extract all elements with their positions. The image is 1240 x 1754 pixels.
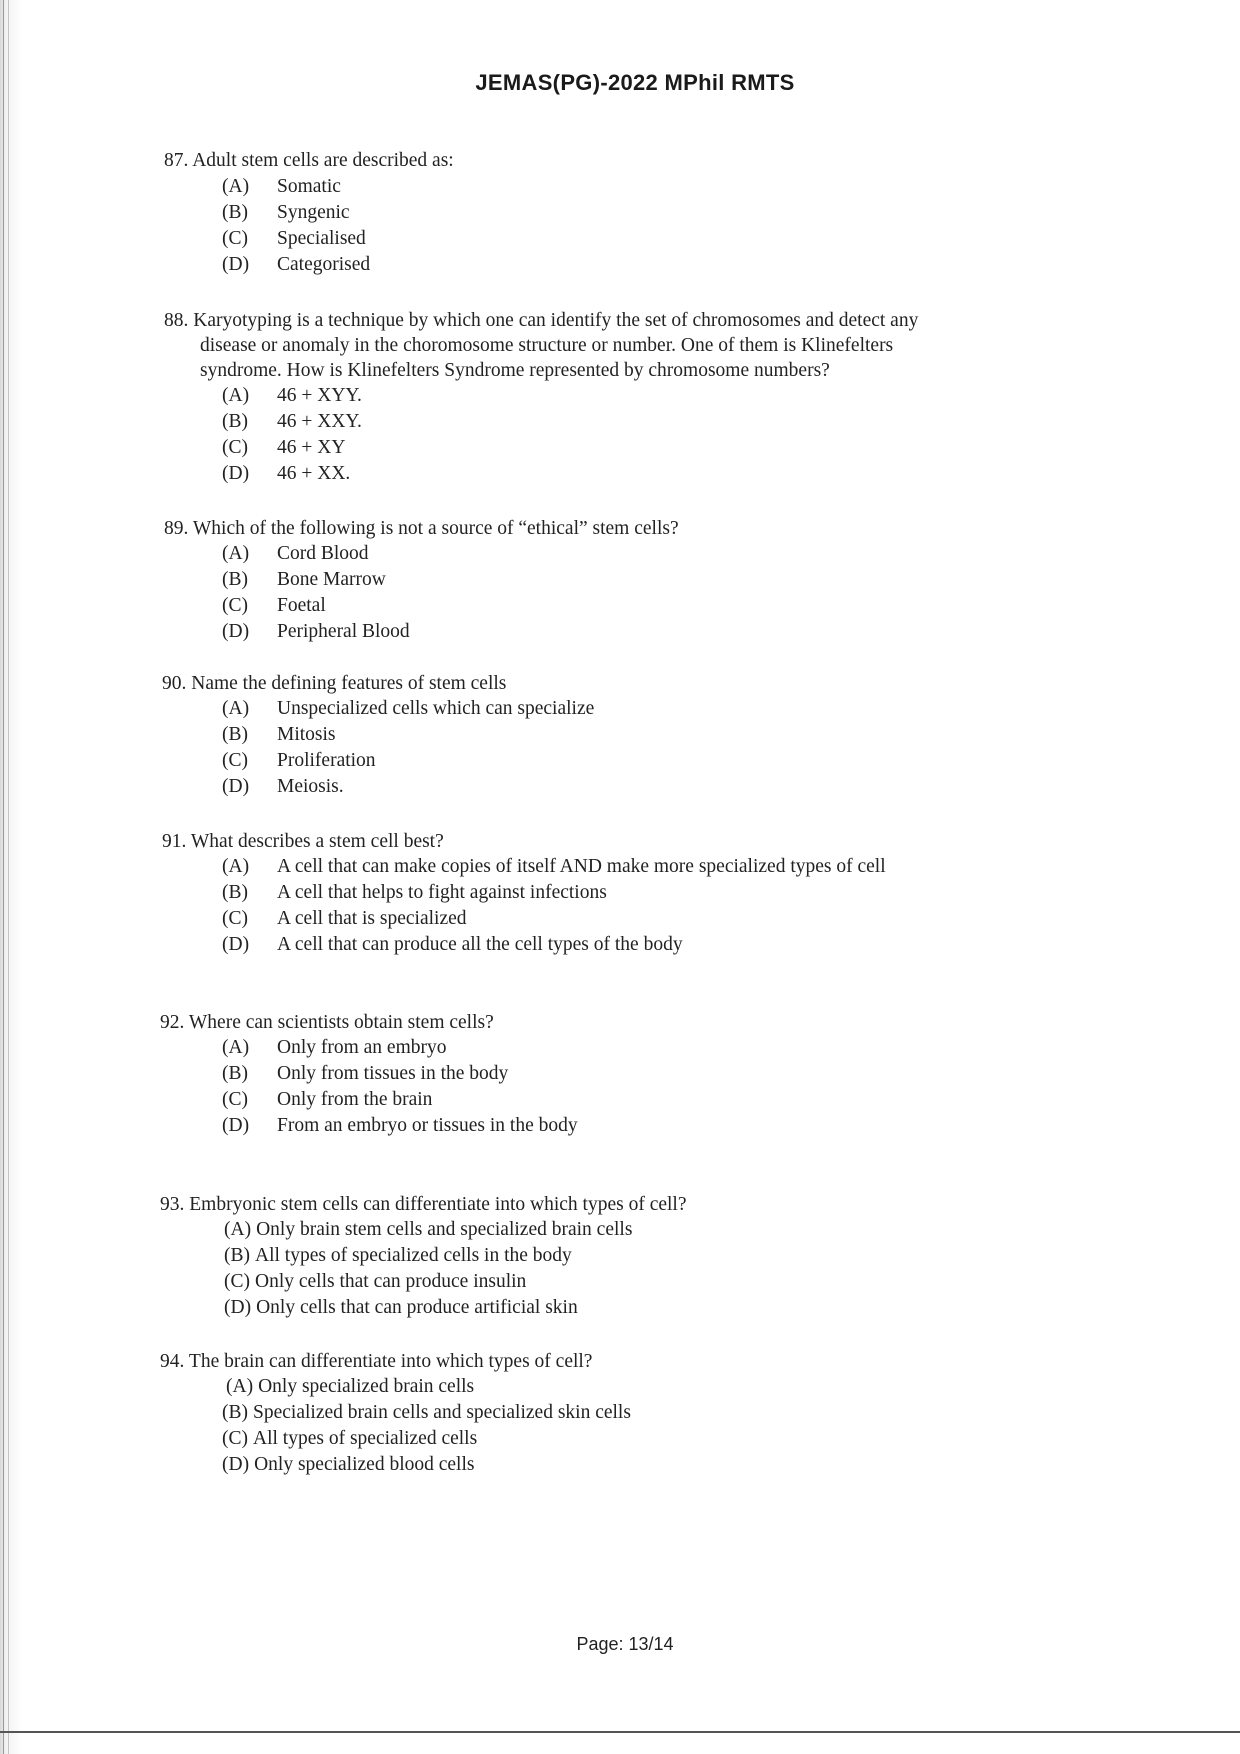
option-letter: (D) bbox=[222, 1454, 250, 1475]
option-text: 46 + XYY. bbox=[277, 385, 362, 406]
option-d bbox=[222, 619, 679, 645]
option-text: All types of specialized cells in the body bbox=[255, 1245, 572, 1266]
question-text: Which of the following is not a source of “ethical” stem cells? bbox=[192, 518, 679, 539]
option-text: Syngenic bbox=[277, 202, 350, 223]
option-text: Only cells that can produce insulin bbox=[255, 1271, 527, 1292]
option-text: Specialized brain cells and specialized skin cells bbox=[253, 1402, 631, 1423]
option-text: Mitosis bbox=[277, 724, 336, 745]
option-d bbox=[222, 1452, 631, 1478]
option-letter: (C) bbox=[222, 908, 248, 929]
page-header: JEMAS(PG)-2022 MPhil RMTS bbox=[475, 70, 795, 95]
question-number: 90. bbox=[162, 673, 187, 694]
option-d bbox=[222, 932, 886, 958]
option-b bbox=[222, 1400, 631, 1426]
option-c bbox=[222, 593, 679, 619]
option-c bbox=[222, 1087, 578, 1113]
option-letter: (B) bbox=[224, 1245, 250, 1266]
option-letter: (D) bbox=[222, 934, 250, 955]
option-text: A cell that helps to fight against infections bbox=[277, 882, 607, 903]
option-letter: (A) bbox=[222, 176, 250, 197]
option-letter: (C) bbox=[222, 228, 248, 249]
option-a bbox=[222, 1374, 631, 1400]
option-d bbox=[222, 252, 454, 278]
option-letter: (A) bbox=[224, 1219, 252, 1240]
option-letter: (D) bbox=[222, 463, 250, 484]
question-90 bbox=[162, 671, 594, 800]
question-93 bbox=[160, 1192, 687, 1321]
option-letter: (C) bbox=[222, 1428, 248, 1449]
question-87 bbox=[164, 148, 454, 278]
option-text: Only from the brain bbox=[277, 1089, 433, 1110]
option-letter: (A) bbox=[222, 698, 250, 719]
option-list bbox=[160, 1217, 687, 1321]
option-letter: (C) bbox=[222, 595, 248, 616]
question-number: 92. bbox=[160, 1012, 185, 1033]
question-88 bbox=[164, 308, 918, 487]
option-letter: (D) bbox=[222, 1115, 250, 1136]
scan-edge-line bbox=[3, 0, 4, 1754]
option-letter: (B) bbox=[222, 1063, 248, 1084]
option-a bbox=[224, 1217, 687, 1243]
option-a bbox=[222, 854, 886, 880]
option-text: A cell that is specialized bbox=[277, 908, 467, 929]
option-letter: (B) bbox=[222, 724, 248, 745]
option-letter: (D) bbox=[224, 1297, 252, 1318]
question-number: 91. bbox=[162, 831, 187, 852]
option-list bbox=[162, 696, 594, 800]
question-89 bbox=[164, 516, 679, 645]
option-text: Proliferation bbox=[277, 750, 376, 771]
option-letter: (B) bbox=[222, 411, 248, 432]
question-text: Name the defining features of stem cells bbox=[191, 673, 507, 694]
option-d bbox=[224, 1295, 687, 1321]
option-c bbox=[222, 435, 918, 461]
option-text: From an embryo or tissues in the body bbox=[277, 1115, 578, 1136]
option-letter: (C) bbox=[222, 437, 248, 458]
option-text: Peripheral Blood bbox=[277, 621, 410, 642]
option-letter: (C) bbox=[222, 1089, 248, 1110]
option-b bbox=[222, 200, 454, 226]
question-text: The brain can differentiate into which types of cell? bbox=[188, 1351, 593, 1372]
option-letter: (D) bbox=[222, 621, 250, 642]
option-a bbox=[222, 696, 594, 722]
question-number: 93. bbox=[160, 1194, 185, 1215]
option-list bbox=[162, 854, 886, 958]
option-letter: (B) bbox=[222, 882, 248, 903]
option-text: 46 + XX. bbox=[277, 463, 351, 484]
option-text: Somatic bbox=[277, 176, 341, 197]
option-list bbox=[164, 174, 454, 278]
option-letter: (A) bbox=[222, 856, 250, 877]
page-number: Page: 13/14 bbox=[576, 1634, 674, 1654]
option-c bbox=[222, 1426, 631, 1452]
option-c bbox=[224, 1269, 687, 1295]
option-list bbox=[160, 1374, 631, 1478]
option-b bbox=[224, 1243, 687, 1269]
option-a bbox=[222, 174, 454, 200]
option-text: Categorised bbox=[277, 254, 371, 275]
option-text: Bone Marrow bbox=[277, 569, 386, 590]
bottom-rule bbox=[0, 1731, 1240, 1733]
question-text-line-3: syndrome. How is Klinefelters Syndrome represented by chromosome numbers? bbox=[200, 360, 830, 381]
option-letter: (A) bbox=[222, 385, 250, 406]
option-list bbox=[160, 1035, 578, 1139]
option-text: Only specialized brain cells bbox=[258, 1376, 475, 1397]
question-text-line-1: Karyotyping is a technique by which one can identify the set of chromosomes and detect any bbox=[193, 310, 919, 331]
scan-edge-line bbox=[8, 0, 9, 1754]
option-letter: (B) bbox=[222, 569, 248, 590]
question-text: Where can scientists obtain stem cells? bbox=[188, 1012, 494, 1033]
question-number: 87. bbox=[164, 150, 189, 171]
option-a bbox=[222, 541, 679, 567]
option-letter: (A) bbox=[222, 543, 250, 564]
question-text-line-2: disease or anomaly in the choromosome structure or number. One of them is Klinefelters bbox=[200, 335, 894, 356]
option-d bbox=[222, 774, 594, 800]
option-letter: (D) bbox=[222, 776, 250, 797]
option-text: 46 + XY bbox=[277, 437, 346, 458]
option-text: Foetal bbox=[277, 595, 326, 616]
question-text: Embryonic stem cells can differentiate into which types of cell? bbox=[189, 1194, 687, 1215]
option-text: A cell that can make copies of itself AND make more specialized types of cell bbox=[277, 856, 886, 877]
question-number: 88. bbox=[164, 310, 189, 331]
option-text: A cell that can produce all the cell types of the body bbox=[277, 934, 683, 955]
option-letter: (B) bbox=[222, 1402, 248, 1423]
option-b bbox=[222, 567, 679, 593]
question-text: Adult stem cells are described as: bbox=[192, 150, 454, 171]
option-text: Only from an embryo bbox=[277, 1037, 447, 1058]
question-94 bbox=[160, 1349, 631, 1478]
option-text: All types of specialized cells bbox=[253, 1428, 478, 1449]
option-list bbox=[164, 541, 679, 645]
option-text: Only cells that can produce artificial skin bbox=[256, 1297, 578, 1318]
option-letter: (C) bbox=[222, 750, 248, 771]
option-text: Cord Blood bbox=[277, 543, 369, 564]
option-letter: (B) bbox=[222, 202, 248, 223]
option-a bbox=[222, 383, 918, 409]
option-c bbox=[222, 226, 454, 252]
question-number: 94. bbox=[160, 1351, 185, 1372]
option-text: Meiosis. bbox=[277, 776, 344, 797]
question-text: What describes a stem cell best? bbox=[190, 831, 444, 852]
option-text: Only from tissues in the body bbox=[277, 1063, 509, 1084]
option-c bbox=[222, 748, 594, 774]
option-b bbox=[222, 409, 918, 435]
scan-edge-shadow bbox=[0, 0, 22, 1754]
option-letter: (C) bbox=[224, 1271, 250, 1292]
option-a bbox=[222, 1035, 578, 1061]
option-d bbox=[222, 1113, 578, 1139]
option-text: Only brain stem cells and specialized brain cells bbox=[256, 1219, 633, 1240]
option-letter: (A) bbox=[222, 1037, 250, 1058]
option-b bbox=[222, 880, 886, 906]
option-c bbox=[222, 906, 886, 932]
question-92 bbox=[160, 1010, 578, 1139]
option-d bbox=[222, 461, 918, 487]
question-91 bbox=[162, 829, 886, 958]
option-text: Unspecialized cells which can specialize bbox=[277, 698, 595, 719]
option-text: 46 + XXY. bbox=[277, 411, 362, 432]
option-b bbox=[222, 722, 594, 748]
option-b bbox=[222, 1061, 578, 1087]
option-text: Specialised bbox=[277, 228, 366, 249]
option-list bbox=[164, 383, 918, 487]
option-letter: (D) bbox=[222, 254, 250, 275]
option-letter: (A) bbox=[226, 1376, 254, 1397]
option-text: Only specialized blood cells bbox=[254, 1454, 475, 1475]
question-number: 89. bbox=[164, 518, 189, 539]
